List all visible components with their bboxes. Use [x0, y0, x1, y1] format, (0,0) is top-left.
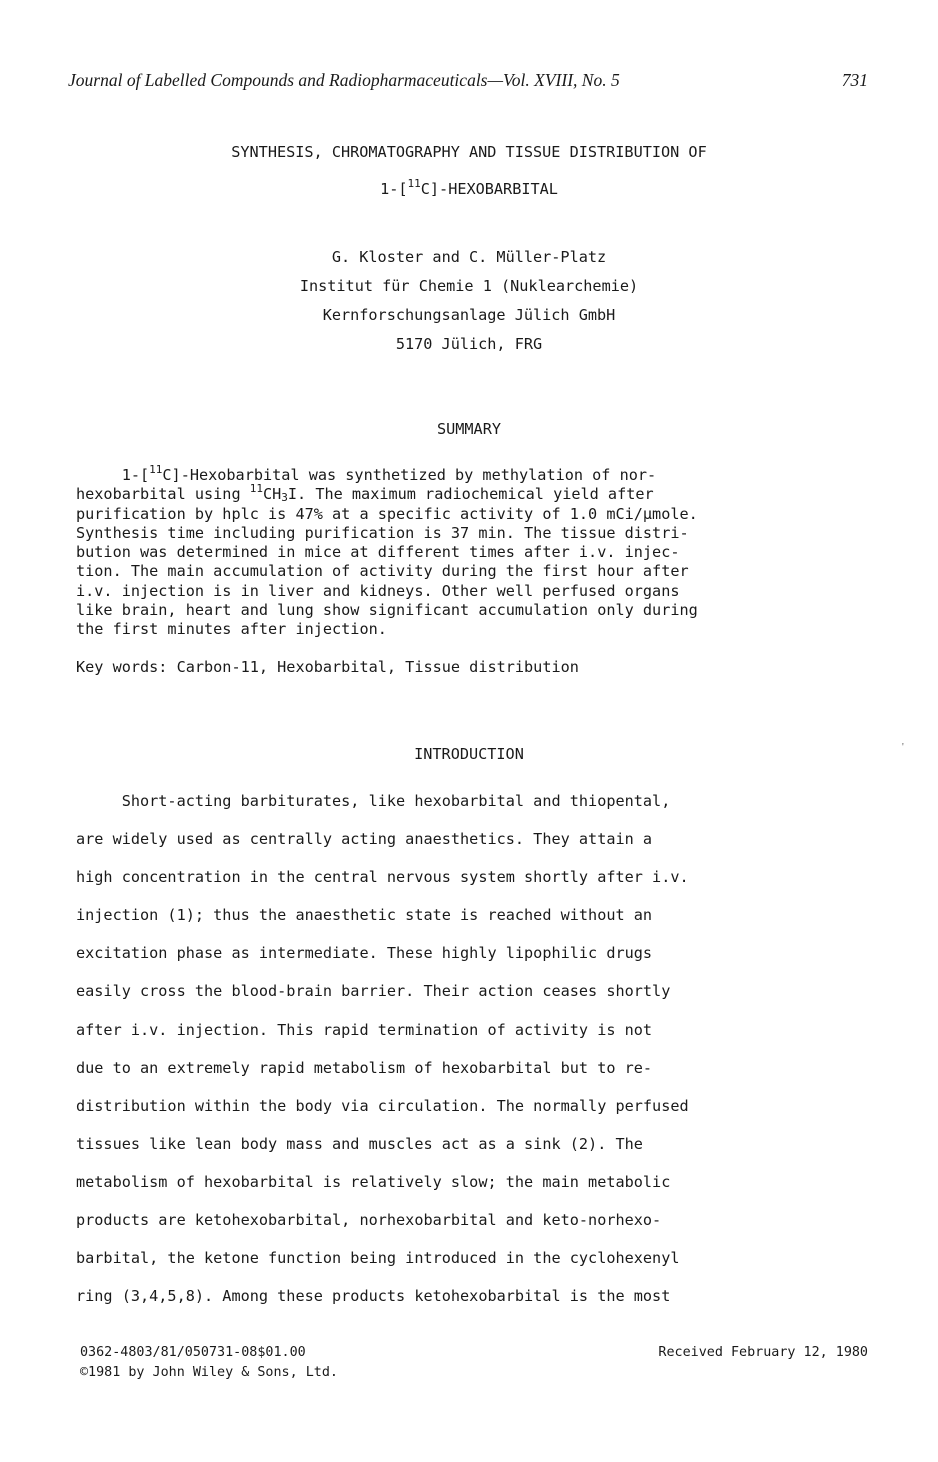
title-suffix: C]-HEXOBARBITAL — [420, 180, 558, 198]
running-header — [68, 70, 868, 96]
summary-heading: SUMMARY — [436, 420, 501, 438]
summary-line-1-prefix: 1-[ — [76, 466, 150, 484]
summary-sup-1: 11 — [149, 463, 163, 476]
summary-sup-2: 11 — [249, 482, 263, 496]
summary-sub: 3 — [281, 491, 288, 505]
summary-text — [76, 463, 866, 640]
title-prefix: 1-[ — [380, 180, 408, 198]
footer-copyright: ©1981 by John Wiley & Sons, Ltd. — [80, 1365, 338, 1380]
author-city: 5170 Jülich, FRG — [395, 335, 543, 353]
summary-line-2-suffix: I. The maximum radiochemical yield after — [287, 485, 654, 504]
footer-received: Received February 12, 1980 — [658, 1345, 868, 1360]
journal-title: Journal of Labelled Compounds and Radiopharmaceuticals—Vol. XVIII, No. 5 — [68, 70, 620, 90]
footer-code: 0362-4803/81/050731-08$01.00 — [80, 1345, 306, 1360]
author-institute: Institut für Chemie 1 (Nuklearchemie) — [299, 277, 639, 295]
scan-mark: ' — [902, 742, 904, 753]
introduction-body: Short-acting barbiturates, like hexobarbital and thiopental, are widely used as centrally acting anaesthetics. They attain a high concentration in the central nervous system shortly after i.v. injection (1); thus the anaesthetic state is reached without an excitation phase as intermediate. These highly lipophilic drugs easily cross the blood-brain barrier. Their action ceases shortly after i.v. injection. This rapid termination of activity is not due to an extremely rapid metabolism of hexobarbital but to re- distribution within the body via circulation. The normally perfused tissues like lean body mass and muscles act as a sink (2). The metabolism of hexobarbital is relatively slow; the main metabolic products are ketohexobarbital, norhexobarbital and keto-norhexo- barbital, the ketone function being introduced in the cyclohexenyl ring (3,4,5,8). Among these products ketohexobarbital is the most — [76, 792, 689, 1306]
title-superscript: 11 — [407, 177, 421, 190]
summary-line-2-mid: CH — [262, 485, 282, 504]
author-center: Kernforschungsanlage Jülich GmbH — [322, 306, 616, 324]
title-line-1: SYNTHESIS, CHROMATOGRAPHY AND TISSUE DISTRIBUTION OF — [231, 143, 707, 161]
page-number: 731 — [841, 70, 868, 90]
title-line-2 — [0, 177, 938, 198]
summary-rest: purification by hplc is 47% at a specific activity of 1.0 mCi/µmole. Synthesis time including purification is 37 min. The tissue distri- bution was determined in mice at different times after i.v. injec- tion. The main accumulation of activity during the first hour after i.v. injection is in liver and kidneys. Other well perfused organs like brain, heart and lung show significant accumulation only during the first minutes after injection. — [76, 504, 698, 639]
keywords: Key words: Carbon-11, Hexobarbital, Tissue distribution — [76, 658, 579, 676]
summary-line-1-suffix: C]-Hexobarbital was synthetized by methylation of nor- — [162, 466, 657, 484]
footer-left — [80, 1343, 338, 1383]
introduction-heading: INTRODUCTION — [414, 745, 524, 763]
author-names: G. Kloster and C. Müller-Platz — [331, 248, 607, 266]
summary-line-2-prefix: hexobarbital using — [76, 485, 250, 504]
